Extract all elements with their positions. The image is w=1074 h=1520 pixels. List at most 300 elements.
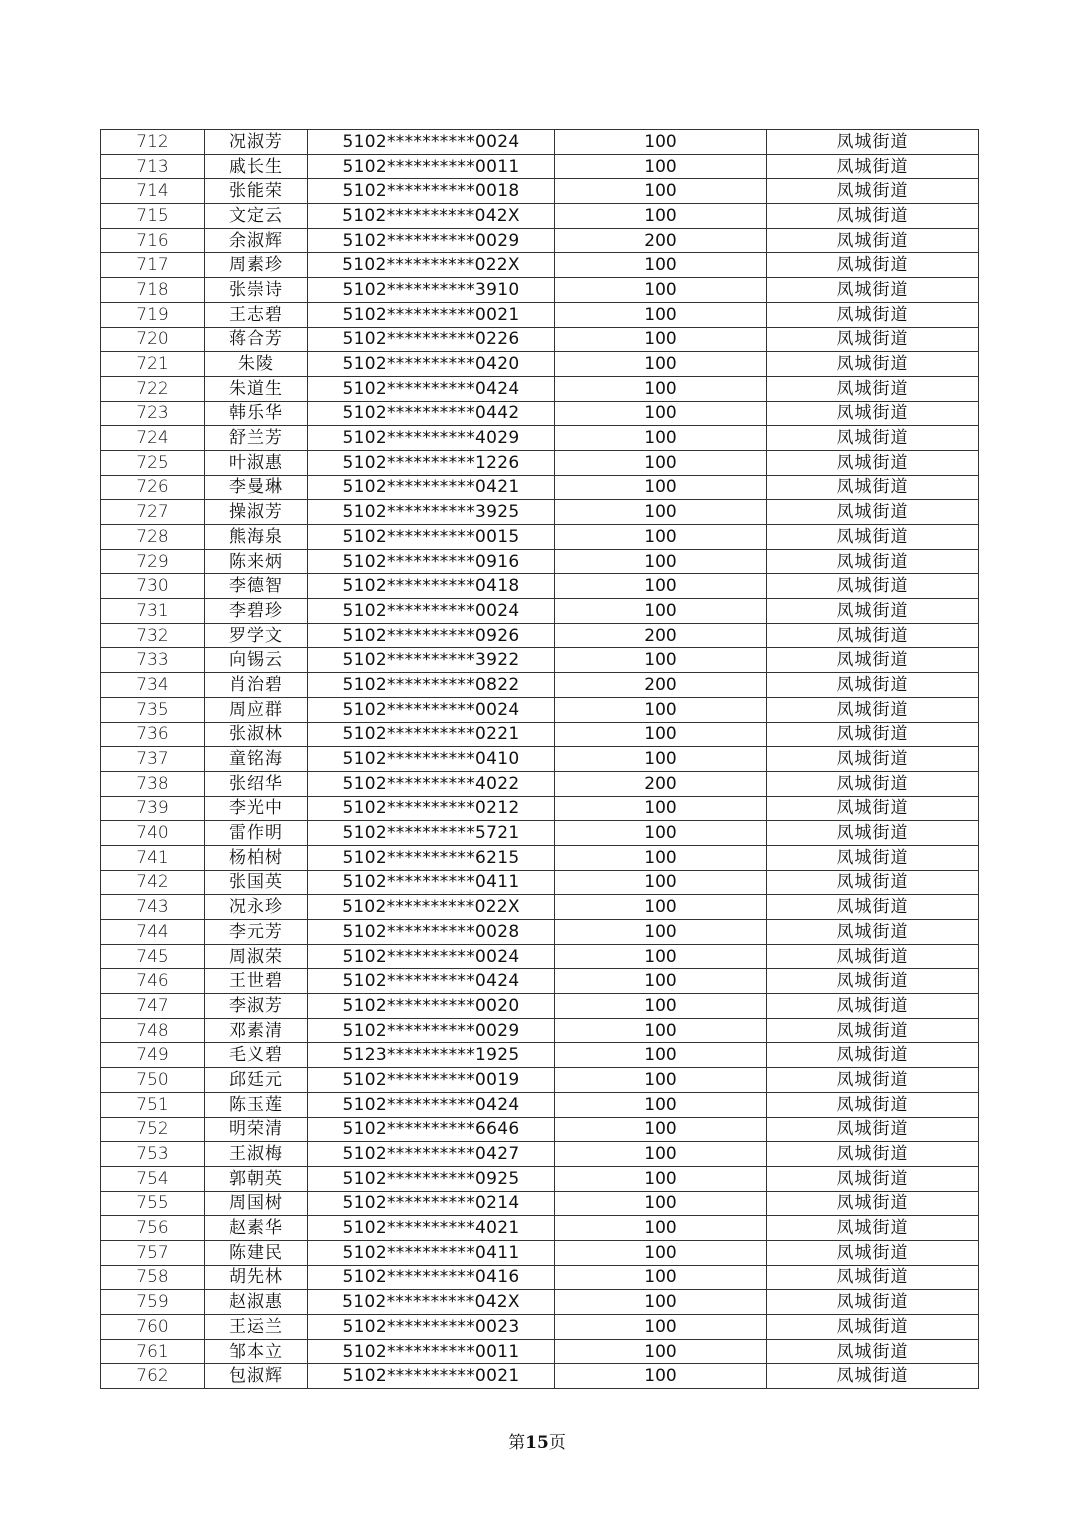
cell-street: 凤城街道 [767,426,979,451]
cell-name: 罗学文 [205,623,308,648]
cell-street: 凤城街道 [767,327,979,352]
cell-name: 朱道生 [205,376,308,401]
cell-name: 李元芳 [205,920,308,945]
cell-name: 文定云 [205,204,308,229]
cell-street: 凤城街道 [767,845,979,870]
cell-id-number: 5102**********0424 [308,1092,555,1117]
cell-street: 凤城街道 [767,920,979,945]
cell-serial-number: 725 [101,450,205,475]
cell-serial-number: 722 [101,376,205,401]
cell-amount: 200 [555,623,767,648]
cell-name: 叶淑惠 [205,450,308,475]
cell-amount: 100 [555,525,767,550]
cell-name: 张淑林 [205,722,308,747]
cell-street: 凤城街道 [767,352,979,377]
table-row [101,179,979,204]
cell-street: 凤城街道 [767,1216,979,1241]
cell-serial-number: 728 [101,525,205,550]
table-row [101,1240,979,1265]
cell-serial-number: 759 [101,1290,205,1315]
cell-serial-number: 718 [101,278,205,303]
cell-street: 凤城街道 [767,747,979,772]
cell-amount: 100 [555,920,767,945]
cell-street: 凤城街道 [767,994,979,1019]
table-row [101,1043,979,1068]
cell-street: 凤城街道 [767,1191,979,1216]
cell-serial-number: 742 [101,870,205,895]
cell-serial-number: 752 [101,1117,205,1142]
table-row [101,500,979,525]
table-row [101,574,979,599]
table-row [101,376,979,401]
cell-amount: 100 [555,253,767,278]
cell-street: 凤城街道 [767,1018,979,1043]
table-row [101,253,979,278]
cell-street: 凤城街道 [767,154,979,179]
cell-street: 凤城街道 [767,870,979,895]
page-footer [0,1428,1074,1453]
table-row [101,450,979,475]
cell-street: 凤城街道 [767,179,979,204]
cell-id-number: 5102**********0212 [308,796,555,821]
table-row [101,1364,979,1389]
table-row [101,1142,979,1167]
cell-id-number: 5102**********0015 [308,525,555,550]
cell-serial-number: 721 [101,352,205,377]
cell-street: 凤城街道 [767,673,979,698]
cell-street: 凤城街道 [767,376,979,401]
cell-amount: 100 [555,302,767,327]
table-row [101,1265,979,1290]
cell-name: 张绍华 [205,771,308,796]
cell-serial-number: 749 [101,1043,205,1068]
page-label-prefix: 第 [508,1433,526,1453]
table-row [101,697,979,722]
table-row [101,747,979,772]
cell-id-number: 5102**********0011 [308,154,555,179]
cell-street: 凤城街道 [767,771,979,796]
table-row [101,1166,979,1191]
cell-amount: 100 [555,944,767,969]
cell-id-number: 5102**********3925 [308,500,555,525]
cell-amount: 100 [555,549,767,574]
cell-serial-number: 744 [101,920,205,945]
cell-street: 凤城街道 [767,1043,979,1068]
cell-serial-number: 734 [101,673,205,698]
cell-street: 凤城街道 [767,1117,979,1142]
table-row [101,278,979,303]
roster-table-body [101,130,979,1389]
cell-name: 郭朝英 [205,1166,308,1191]
cell-amount: 100 [555,327,767,352]
cell-id-number: 5102**********0018 [308,179,555,204]
cell-serial-number: 716 [101,228,205,253]
cell-street: 凤城街道 [767,549,979,574]
table-row [101,154,979,179]
table-row [101,302,979,327]
cell-street: 凤城街道 [767,1240,979,1265]
cell-amount: 100 [555,1265,767,1290]
cell-amount: 100 [555,1240,767,1265]
cell-id-number: 5102**********042X [308,204,555,229]
cell-street: 凤城街道 [767,204,979,229]
cell-street: 凤城街道 [767,1142,979,1167]
cell-amount: 100 [555,1216,767,1241]
table-row [101,1117,979,1142]
cell-name: 李淑芳 [205,994,308,1019]
table-row [101,327,979,352]
cell-amount: 100 [555,1166,767,1191]
table-row [101,623,979,648]
cell-id-number: 5102**********022X [308,253,555,278]
cell-amount: 100 [555,1191,767,1216]
cell-amount: 100 [555,574,767,599]
cell-amount: 100 [555,895,767,920]
table-row [101,1216,979,1241]
cell-street: 凤城街道 [767,1290,979,1315]
cell-id-number: 5102**********0024 [308,944,555,969]
cell-serial-number: 760 [101,1315,205,1340]
table-row [101,352,979,377]
cell-serial-number: 719 [101,302,205,327]
page-number: 15 [525,1433,549,1453]
cell-id-number: 5102**********0926 [308,623,555,648]
roster-sheet [100,129,973,1389]
cell-amount: 100 [555,1290,767,1315]
cell-street: 凤城街道 [767,648,979,673]
cell-name: 李德智 [205,574,308,599]
cell-name: 向锡云 [205,648,308,673]
cell-id-number: 5102**********3910 [308,278,555,303]
cell-serial-number: 751 [101,1092,205,1117]
cell-amount: 200 [555,771,767,796]
cell-id-number: 5102**********0916 [308,549,555,574]
cell-amount: 100 [555,500,767,525]
table-row [101,845,979,870]
cell-serial-number: 730 [101,574,205,599]
table-row [101,771,979,796]
cell-name: 戚长生 [205,154,308,179]
cell-street: 凤城街道 [767,1068,979,1093]
cell-name: 李曼琳 [205,475,308,500]
cell-serial-number: 720 [101,327,205,352]
cell-name: 蒋合芳 [205,327,308,352]
table-row [101,821,979,846]
cell-street: 凤城街道 [767,697,979,722]
cell-id-number: 5123**********1925 [308,1043,555,1068]
cell-name: 张能荣 [205,179,308,204]
cell-serial-number: 747 [101,994,205,1019]
cell-amount: 100 [555,821,767,846]
cell-id-number: 5102**********0023 [308,1315,555,1340]
cell-id-number: 5102**********0427 [308,1142,555,1167]
cell-street: 凤城街道 [767,1265,979,1290]
cell-amount: 100 [555,130,767,155]
cell-serial-number: 723 [101,401,205,426]
table-row [101,549,979,574]
cell-street: 凤城街道 [767,500,979,525]
cell-serial-number: 750 [101,1068,205,1093]
cell-name: 毛义碧 [205,1043,308,1068]
cell-name: 周应群 [205,697,308,722]
table-row [101,1018,979,1043]
cell-name: 肖治碧 [205,673,308,698]
cell-serial-number: 740 [101,821,205,846]
cell-id-number: 5102**********0226 [308,327,555,352]
cell-name: 周素珍 [205,253,308,278]
cell-id-number: 5102**********0011 [308,1339,555,1364]
cell-id-number: 5102**********6646 [308,1117,555,1142]
cell-id-number: 5102**********0424 [308,376,555,401]
cell-serial-number: 731 [101,599,205,624]
cell-street: 凤城街道 [767,722,979,747]
cell-amount: 100 [555,154,767,179]
table-row [101,673,979,698]
cell-name: 陈玉莲 [205,1092,308,1117]
table-row [101,1092,979,1117]
table-row [101,994,979,1019]
table-row [101,920,979,945]
cell-name: 况永珍 [205,895,308,920]
cell-serial-number: 732 [101,623,205,648]
table-row [101,895,979,920]
cell-serial-number: 743 [101,895,205,920]
table-row [101,969,979,994]
cell-id-number: 5102**********0411 [308,1240,555,1265]
cell-street: 凤城街道 [767,1166,979,1191]
table-row [101,1315,979,1340]
cell-serial-number: 713 [101,154,205,179]
cell-street: 凤城街道 [767,623,979,648]
cell-serial-number: 756 [101,1216,205,1241]
cell-street: 凤城街道 [767,969,979,994]
cell-name: 雷作明 [205,821,308,846]
cell-serial-number: 726 [101,475,205,500]
cell-serial-number: 758 [101,1265,205,1290]
cell-id-number: 5102**********0020 [308,994,555,1019]
cell-serial-number: 739 [101,796,205,821]
cell-serial-number: 762 [101,1364,205,1389]
cell-id-number: 5102**********0024 [308,599,555,624]
cell-amount: 100 [555,352,767,377]
table-row [101,796,979,821]
cell-name: 明荣清 [205,1117,308,1142]
cell-id-number: 5102**********022X [308,895,555,920]
cell-id-number: 5102**********0019 [308,1068,555,1093]
cell-amount: 100 [555,796,767,821]
table-row [101,401,979,426]
cell-serial-number: 748 [101,1018,205,1043]
cell-serial-number: 714 [101,179,205,204]
cell-id-number: 5102**********0024 [308,130,555,155]
cell-street: 凤城街道 [767,278,979,303]
cell-amount: 100 [555,401,767,426]
cell-name: 陈来炳 [205,549,308,574]
cell-amount: 100 [555,179,767,204]
table-row [101,1290,979,1315]
cell-name: 李碧珍 [205,599,308,624]
cell-serial-number: 729 [101,549,205,574]
table-row [101,525,979,550]
cell-id-number: 5102**********0410 [308,747,555,772]
cell-serial-number: 741 [101,845,205,870]
cell-serial-number: 724 [101,426,205,451]
cell-amount: 100 [555,376,767,401]
cell-name: 张崇诗 [205,278,308,303]
table-row [101,228,979,253]
table-row [101,1191,979,1216]
cell-name: 邹本立 [205,1339,308,1364]
cell-street: 凤城街道 [767,525,979,550]
cell-amount: 100 [555,969,767,994]
cell-amount: 100 [555,845,767,870]
cell-amount: 100 [555,475,767,500]
cell-amount: 100 [555,278,767,303]
cell-serial-number: 746 [101,969,205,994]
cell-amount: 100 [555,1092,767,1117]
cell-street: 凤城街道 [767,796,979,821]
cell-id-number: 5102**********0028 [308,920,555,945]
cell-serial-number: 733 [101,648,205,673]
cell-amount: 100 [555,1142,767,1167]
cell-serial-number: 737 [101,747,205,772]
cell-serial-number: 753 [101,1142,205,1167]
cell-id-number: 5102**********0421 [308,475,555,500]
cell-name: 王运兰 [205,1315,308,1340]
cell-id-number: 5102**********5721 [308,821,555,846]
roster-table [100,129,979,1389]
cell-id-number: 5102**********0424 [308,969,555,994]
cell-serial-number: 715 [101,204,205,229]
cell-amount: 100 [555,1018,767,1043]
cell-id-number: 5102**********0214 [308,1191,555,1216]
cell-amount: 100 [555,648,767,673]
cell-id-number: 5102**********0416 [308,1265,555,1290]
cell-street: 凤城街道 [767,821,979,846]
cell-serial-number: 736 [101,722,205,747]
table-row [101,1068,979,1093]
cell-name: 包淑辉 [205,1364,308,1389]
cell-amount: 100 [555,1068,767,1093]
cell-amount: 200 [555,228,767,253]
cell-name: 邱廷元 [205,1068,308,1093]
cell-name: 王世碧 [205,969,308,994]
cell-id-number: 5102**********0420 [308,352,555,377]
cell-street: 凤城街道 [767,401,979,426]
cell-name: 赵淑惠 [205,1290,308,1315]
table-row [101,944,979,969]
page-label-suffix: 页 [548,1433,566,1453]
cell-street: 凤城街道 [767,574,979,599]
cell-amount: 100 [555,697,767,722]
cell-serial-number: 712 [101,130,205,155]
table-row [101,1339,979,1364]
cell-id-number: 5102**********0021 [308,302,555,327]
cell-street: 凤城街道 [767,1315,979,1340]
cell-name: 韩乐华 [205,401,308,426]
cell-street: 凤城街道 [767,599,979,624]
cell-street: 凤城街道 [767,1339,979,1364]
cell-street: 凤城街道 [767,944,979,969]
cell-name: 余淑辉 [205,228,308,253]
cell-id-number: 5102**********4021 [308,1216,555,1241]
cell-serial-number: 717 [101,253,205,278]
cell-id-number: 5102**********3922 [308,648,555,673]
cell-amount: 100 [555,599,767,624]
cell-street: 凤城街道 [767,1364,979,1389]
cell-id-number: 5102**********6215 [308,845,555,870]
cell-id-number: 5102**********0418 [308,574,555,599]
cell-street: 凤城街道 [767,450,979,475]
cell-id-number: 5102**********0925 [308,1166,555,1191]
cell-name: 邓素清 [205,1018,308,1043]
cell-serial-number: 761 [101,1339,205,1364]
cell-id-number: 5102**********0221 [308,722,555,747]
cell-name: 胡先林 [205,1265,308,1290]
cell-id-number: 5102**********0822 [308,673,555,698]
cell-amount: 100 [555,1315,767,1340]
cell-id-number: 5102**********4029 [308,426,555,451]
cell-serial-number: 755 [101,1191,205,1216]
cell-amount: 100 [555,994,767,1019]
cell-id-number: 5102**********0411 [308,870,555,895]
cell-amount: 100 [555,1364,767,1389]
cell-id-number: 5102**********042X [308,1290,555,1315]
cell-street: 凤城街道 [767,895,979,920]
cell-amount: 100 [555,1339,767,1364]
cell-amount: 100 [555,870,767,895]
cell-street: 凤城街道 [767,130,979,155]
cell-name: 张国英 [205,870,308,895]
cell-amount: 100 [555,1117,767,1142]
cell-serial-number: 745 [101,944,205,969]
table-row [101,204,979,229]
cell-id-number: 5102**********4022 [308,771,555,796]
cell-name: 童铭海 [205,747,308,772]
cell-serial-number: 727 [101,500,205,525]
cell-name: 朱陵 [205,352,308,377]
cell-name: 杨柏树 [205,845,308,870]
cell-street: 凤城街道 [767,228,979,253]
cell-amount: 100 [555,722,767,747]
cell-street: 凤城街道 [767,1092,979,1117]
cell-name: 况淑芳 [205,130,308,155]
table-row [101,426,979,451]
cell-name: 熊海泉 [205,525,308,550]
cell-name: 王志碧 [205,302,308,327]
cell-amount: 100 [555,747,767,772]
table-row [101,475,979,500]
cell-name: 陈建民 [205,1240,308,1265]
cell-amount: 100 [555,450,767,475]
cell-street: 凤城街道 [767,302,979,327]
cell-name: 舒兰芳 [205,426,308,451]
cell-name: 操淑芳 [205,500,308,525]
cell-serial-number: 738 [101,771,205,796]
table-row [101,722,979,747]
cell-id-number: 5102**********0442 [308,401,555,426]
cell-name: 赵素华 [205,1216,308,1241]
cell-street: 凤城街道 [767,253,979,278]
cell-id-number: 5102**********0029 [308,1018,555,1043]
cell-amount: 100 [555,426,767,451]
cell-amount: 100 [555,1043,767,1068]
cell-serial-number: 735 [101,697,205,722]
cell-serial-number: 757 [101,1240,205,1265]
table-row [101,130,979,155]
cell-name: 周国树 [205,1191,308,1216]
cell-id-number: 5102**********0024 [308,697,555,722]
